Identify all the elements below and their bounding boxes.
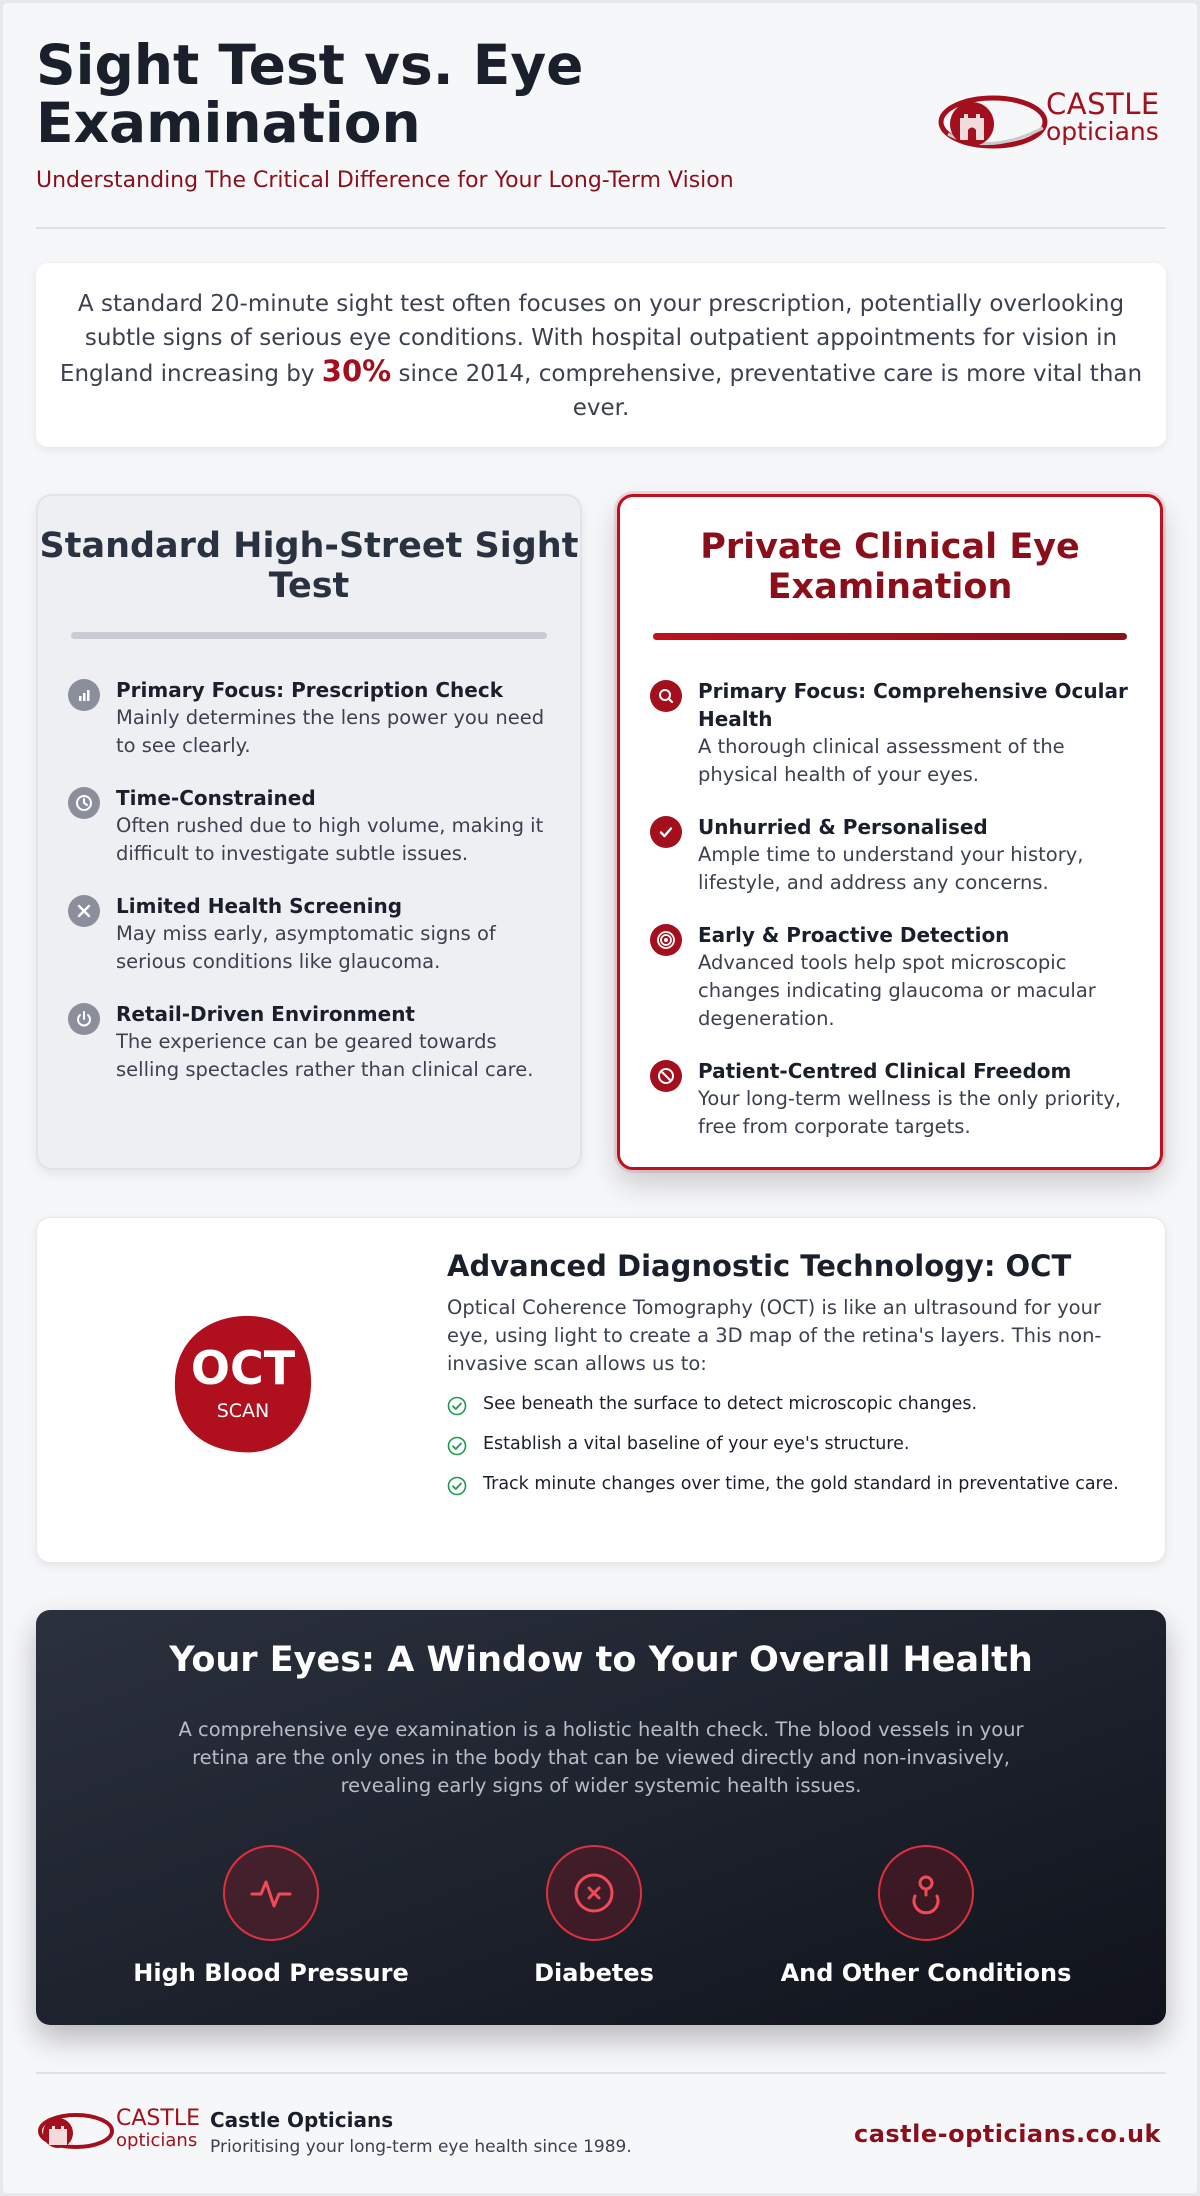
oct-point: Establish a vital baseline of your eye's structure. (483, 1434, 910, 1454)
footer-logo-line1: CASTLE (116, 2106, 200, 2131)
standard-feature (68, 784, 556, 868)
bar-chart-icon (68, 679, 100, 711)
health-description: A comprehensive eye examination is a holistic health check. The blood vessels in your retina are the only ones in the body that can be viewed directly and non-invasively, revealing early signs of wider systemic health issues. (178, 1718, 1024, 1797)
page (3, 3, 1197, 2193)
list-item (447, 1430, 1137, 1458)
feature-heading: Primary Focus: Comprehensive Ocular Health (698, 679, 1128, 731)
intro-text-before: A standard 20-minute sight test often focuses on your prescription, potentially overlooking subtle signs of serious eye conditions. With hospital outpatient appointments for vision in England increasing by (59, 291, 1125, 387)
logo-text (1046, 87, 1160, 146)
oct-point: See beneath the surface to detect microscopic changes. (483, 1394, 978, 1414)
footer-logo[interactable] (36, 2105, 200, 2157)
oct-point: Track minute changes over time, the gold standard in preventative care. (483, 1474, 1119, 1494)
feature-heading: Unhurried & Personalised (698, 815, 988, 839)
health-heading: Your Eyes: A Window to Your Overall Health (169, 1640, 1033, 1680)
list-item (447, 1470, 1137, 1498)
castle-logo[interactable] (938, 84, 1166, 156)
page-subtitle: Understanding The Critical Difference for Your Long-Term Vision (36, 168, 734, 193)
feature-heading: Time-Constrained (116, 786, 316, 810)
logo-line2: opticians (1046, 117, 1159, 146)
header (36, 33, 1166, 231)
feature-description: Your long-term wellness is the only priority, free from corporate targets. (698, 1087, 1122, 1138)
standard-feature (68, 892, 556, 976)
footer-company-name: Castle Opticians (210, 2108, 394, 2132)
oct-benefits-list (447, 1390, 1137, 1498)
footer-logo-line2: opticians (116, 2130, 198, 2151)
power-icon (68, 1003, 100, 1035)
x-icon (68, 895, 100, 927)
condition-label: Diabetes (534, 1959, 654, 1987)
standard-card-bar (71, 632, 547, 639)
check-circle-icon (447, 1436, 467, 1456)
castle-logo-icon (938, 84, 1048, 156)
condition-label: And Other Conditions (780, 1959, 1072, 1987)
feature-description: May miss early, asymptomatic signs of serious conditions like glaucoma. (116, 922, 496, 973)
page-title: Sight Test vs. Eye Examination (36, 33, 584, 155)
private-card-bar (653, 633, 1127, 640)
oct-body (447, 1248, 1137, 1510)
feature-description: A thorough clinical assessment of the physical health of your eyes. (698, 735, 1065, 786)
feature-description: Mainly determines the lens power you need to see clearly. (116, 706, 545, 757)
standard-sight-test-card (36, 494, 582, 1170)
private-eye-examination-card (617, 494, 1163, 1170)
standard-feature (68, 676, 556, 760)
standard-feature (68, 1000, 556, 1084)
oct-heading: Advanced Diagnostic Technology: OCT (447, 1249, 1072, 1283)
oct-section (36, 1217, 1166, 1563)
footer-divider (36, 2072, 1166, 2074)
logo-line1: CASTLE (1046, 87, 1160, 121)
feature-description: Advanced tools help spot microscopic changes indicating glaucoma or macular degeneration. (698, 951, 1096, 1030)
clock-icon (68, 787, 100, 819)
condition-item (121, 1845, 421, 1987)
oct-badge-sublabel: SCAN (216, 1400, 270, 1422)
person-icon (878, 1845, 974, 1941)
ban-icon (650, 1060, 682, 1092)
private-card-title: Private Clinical Eye Examination (700, 527, 1080, 607)
private-feature (650, 677, 1136, 789)
feature-heading: Limited Health Screening (116, 894, 403, 918)
feature-description: The experience can be geared towards selling spectacles rather than clinical care. (116, 1030, 534, 1081)
search-icon (650, 680, 682, 712)
check-icon (650, 816, 682, 848)
condition-label: High Blood Pressure (133, 1959, 409, 1987)
intro-card (36, 263, 1166, 447)
oct-badge-label: OCT (190, 1341, 296, 1395)
castle-logo-icon (36, 2105, 114, 2157)
private-feature (650, 921, 1136, 1033)
feature-heading: Patient-Centred Clinical Freedom (698, 1059, 1072, 1083)
list-item (447, 1390, 1137, 1418)
check-circle-icon (447, 1396, 467, 1416)
footer-website-link[interactable]: castle-opticians.co.uk (853, 2120, 1161, 2148)
private-feature (650, 1057, 1136, 1141)
intro-highlight-stat: 30% (321, 354, 392, 388)
condition-item (776, 1845, 1076, 1987)
feature-description: Often rushed due to high volume, making it difficult to investigate subtle issues. (116, 814, 544, 865)
pulse-icon (223, 1845, 319, 1941)
circle-x-icon (546, 1845, 642, 1941)
check-circle-icon (447, 1476, 467, 1496)
private-feature (650, 813, 1136, 897)
oct-description: Optical Coherence Tomography (OCT) is like an ultrasound for your eye, using light to create a 3D map of the retina's layers. This non-invasive scan allows us to: (447, 1296, 1102, 1375)
feature-description: Ample time to understand your history, lifestyle, and address any concerns. (698, 843, 1084, 894)
standard-card-title: Standard High-Street Sight Test (39, 526, 579, 606)
condition-item (444, 1845, 744, 1987)
header-divider (36, 227, 1166, 229)
overall-health-section (36, 1610, 1166, 2025)
feature-heading: Early & Proactive Detection (698, 923, 1010, 947)
footer-tagline: Prioritising your long-term eye health since 1989. (210, 2137, 632, 2157)
intro-text-after: since 2014, comprehensive, preventative care is more vital than ever. (391, 361, 1143, 421)
feature-heading: Retail-Driven Environment (116, 1002, 415, 1026)
target-icon (650, 924, 682, 956)
feature-heading: Primary Focus: Prescription Check (116, 678, 504, 702)
